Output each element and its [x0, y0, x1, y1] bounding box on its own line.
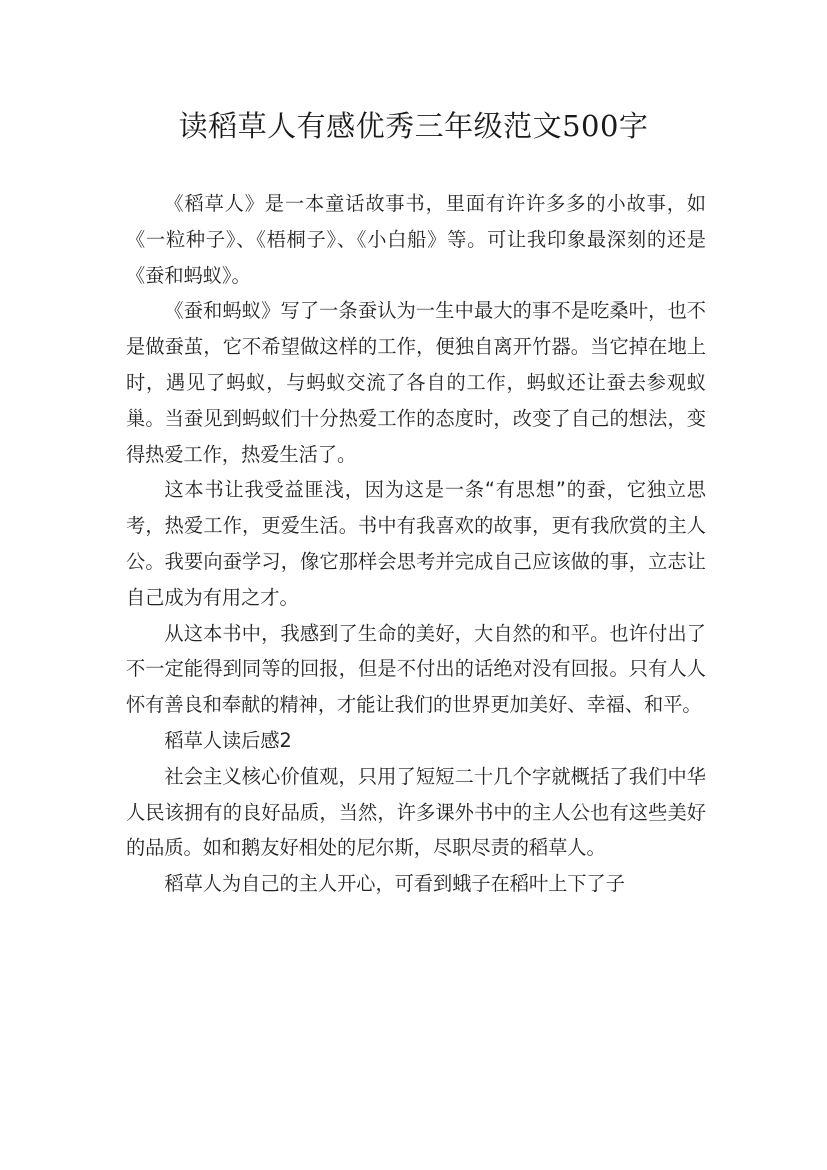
paragraph: 从这本书中，我感到了生命的美好，大自然的和平。也许付出了不一定能得到同等的回报，但是不付出的话绝对没有回报。只有人人怀有善良和奉献的精神，才能让我们的世界更加美好、幸福、和平。 — [126, 621, 706, 717]
document-title: 读稻草人有感优秀三年级范文500字 — [178, 109, 649, 143]
section-heading: 稻草人读后感2 — [164, 728, 292, 752]
document-body — [126, 186, 706, 902]
paragraph: 这本书让我受益匪浅，因为这是一条“有思想”的蚕，它独立思考，热爱工作，更爱生活。书中有我喜欢的故事，更有我欣赏的主人公。我要向蚕学习，像它那样会思考并完成自己应该做的事，立志让自己成为有用之才。 — [126, 478, 706, 609]
paragraph: 《蚕和蚂蚁》写了一条蚕认为一生中最大的事不是吃桑叶，也不是做蚕茧，它不希望做这样的工作，便独自离开竹器。当它掉在地上时，遇见了蚂蚁，与蚂蚁交流了各自的工作，蚂蚁还让蚕去参观蚁巢。当蚕见到蚂蚁们十分热爱工作的态度时，改变了自己的想法，变得热爱工作，热爱生活了。 — [126, 299, 706, 466]
paragraph: 稻草人为自己的主人开心，可看到蛾子在稻叶上下了子 — [164, 872, 625, 896]
paragraph: 《稻草人》是一本童话故事书，里面有许许多多的小故事，如《一粒种子》、《梧桐子》、《小白船》等。可让我印象最深刻的还是《蚕和蚂蚁》。 — [126, 192, 706, 287]
paragraph: 社会主义核心价值观，只用了短短二十几个字就概括了我们中华人民该拥有的良好品质，当然，许多课外书中的主人公也有这些美好的品质。如和鹅友好相处的尼尔斯，尽职尽责的稻草人。 — [126, 764, 706, 860]
